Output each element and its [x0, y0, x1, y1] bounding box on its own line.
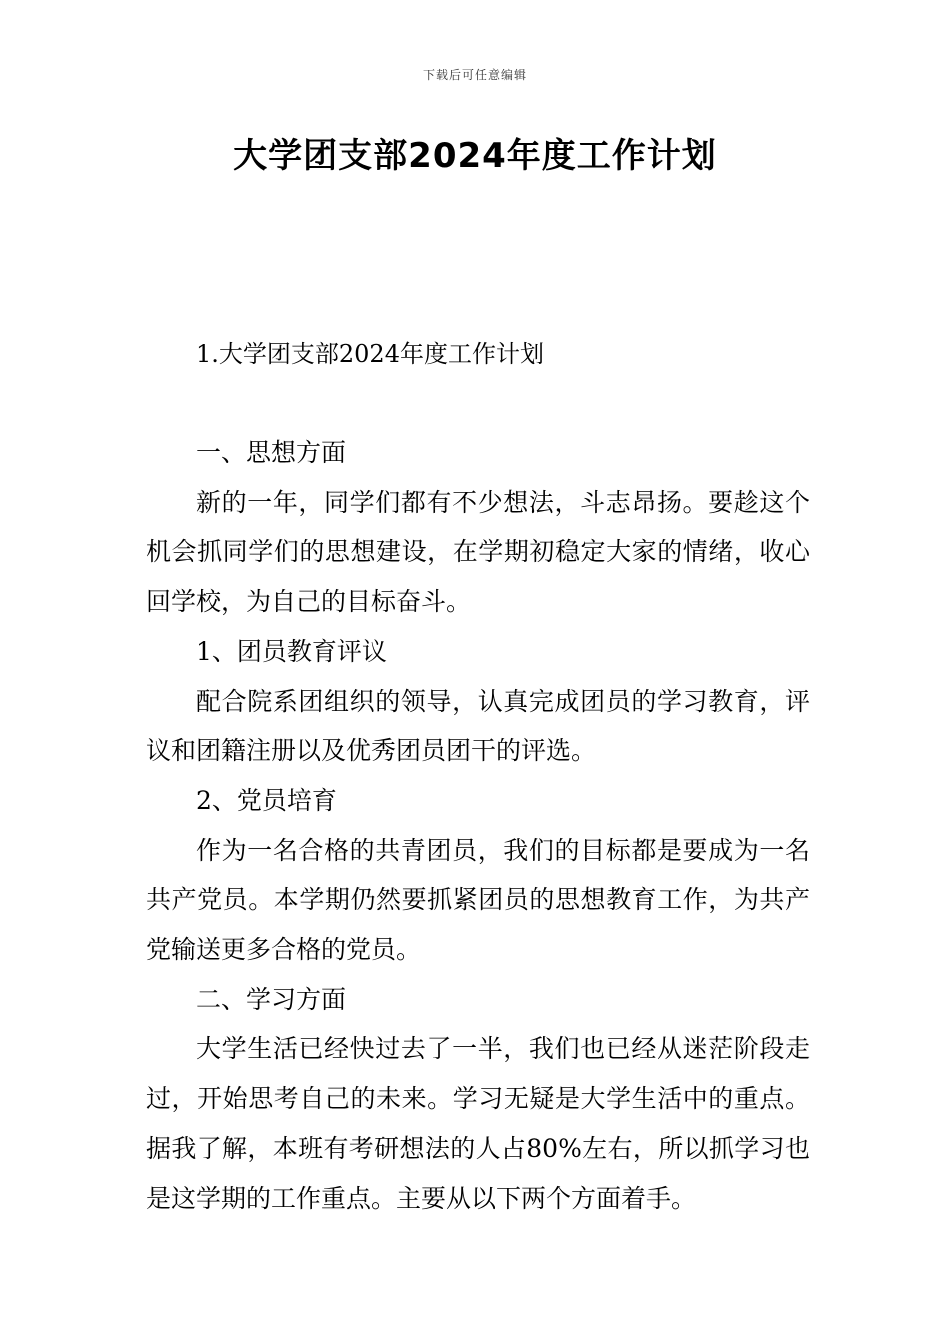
paragraph-thought: 新的一年，同学们都有不少想法，斗志昂扬。要趁这个机会抓同学们的思想建设，在学期初稳定大家的情绪，收心回学校，为自己的目标奋斗。 — [146, 487, 810, 617]
section-subtitle: 1.大学团支部2024年度工作计划 — [196, 340, 544, 368]
heading-member-education: 1、团员教育评议 — [196, 636, 387, 666]
paragraph-study: 大学生活已经快过去了一半，我们也已经从迷茫阶段走过，开始思考自己的未来。学习无疑是大学生活中的重点。据我了解，本班有考研想法的人占80%左右，所以抓学习也是这学期的工作重点。主要从以下两个方面着手。 — [146, 1034, 810, 1213]
document-body — [146, 428, 810, 1223]
heading-study: 二、学习方面 — [196, 984, 347, 1014]
heading-thought: 一、思想方面 — [196, 438, 347, 467]
header-note: 下载后可任意编辑 — [422, 68, 527, 82]
paragraph-party-training: 作为一名合格的共青团员，我们的目标都是要成为一名共产党员。本学期仍然要抓紧团员的思想教育工作，为共产党输送更多合格的党员。 — [146, 835, 810, 965]
heading-party-training: 2、党员培育 — [196, 785, 337, 815]
document-title: 大学团支部2024年度工作计划 — [233, 136, 717, 176]
paragraph-member-education: 配合院系团组织的领导，认真完成团员的学习教育，评议和团籍注册以及优秀团员团干的评选。 — [146, 686, 810, 766]
